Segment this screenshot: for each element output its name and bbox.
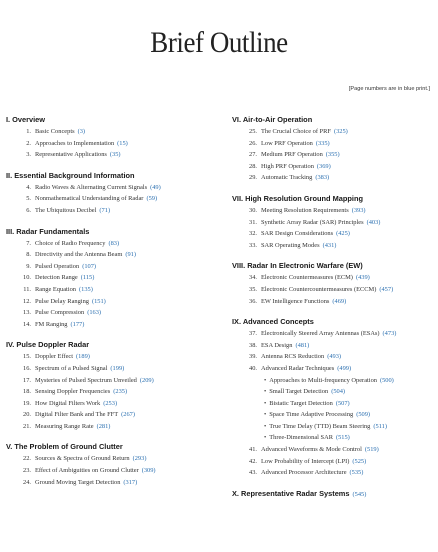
chapter-entry bbox=[6, 149, 218, 161]
chapter-title: Nonmathematical Understanding of Radar bbox=[35, 195, 144, 203]
chapter-entry bbox=[6, 193, 218, 205]
chapter-entry bbox=[232, 228, 436, 240]
outline-section bbox=[232, 316, 436, 479]
section-title-text: III. Radar Fundamentals bbox=[6, 226, 90, 236]
chapter-entry bbox=[232, 149, 436, 161]
chapter-title: Basic Concepts bbox=[35, 128, 75, 135]
chapter-number: 7. bbox=[26, 239, 31, 247]
chapter-page-number: (163) bbox=[87, 309, 102, 317]
chapter-number: 11. bbox=[23, 285, 31, 293]
chapter-page-number: (59) bbox=[146, 195, 158, 203]
chapter-entry bbox=[232, 328, 436, 340]
chapter-number: 39. bbox=[249, 353, 257, 361]
chapter-number: 2. bbox=[26, 139, 31, 147]
section-title-text: IV. Pulse Doppler Radar bbox=[6, 340, 90, 350]
section-gap bbox=[232, 251, 436, 260]
chapter-page-number: (535) bbox=[349, 469, 364, 477]
chapter-number: 20. bbox=[23, 411, 31, 419]
chapter-entry bbox=[6, 465, 218, 477]
chapter-page-number: (71) bbox=[99, 206, 111, 214]
section-title bbox=[6, 114, 218, 126]
chapter-entry bbox=[6, 409, 218, 421]
chapter-page-number: (519) bbox=[364, 446, 379, 454]
chapter-entry bbox=[232, 205, 436, 217]
subtopic-page-number: (509) bbox=[356, 411, 371, 419]
section-title bbox=[6, 226, 218, 238]
chapter-page-number: (369) bbox=[316, 162, 331, 170]
outline-section bbox=[6, 441, 218, 488]
subtopic-entry bbox=[232, 432, 436, 444]
chapter-title: The Ubiquitous Decibel bbox=[35, 206, 97, 214]
chapter-title: How Digital Filters Work bbox=[35, 399, 101, 407]
chapter-number: 31. bbox=[249, 218, 257, 226]
chapter-entry bbox=[6, 477, 218, 489]
chapter-number: 4. bbox=[26, 183, 31, 191]
section-page-number: (545) bbox=[352, 490, 367, 498]
chapter-number: 35. bbox=[249, 285, 257, 293]
subtopic-page-number: (507) bbox=[335, 399, 350, 407]
chapter-title: Advanced Waveforms & Mode Control bbox=[261, 446, 362, 454]
chapter-entry bbox=[6, 296, 218, 308]
chapter-title: Electronic Countercountermeasures (ECCM) bbox=[261, 285, 377, 293]
chapter-title: Meeting Resolution Requirements bbox=[261, 206, 349, 214]
chapter-entry bbox=[232, 172, 436, 184]
chapter-page-number: (293) bbox=[132, 455, 147, 463]
chapter-entry bbox=[232, 138, 436, 150]
outline-section bbox=[6, 114, 218, 161]
chapter-title: Automatic Tracking bbox=[261, 174, 313, 182]
section-title bbox=[232, 316, 436, 328]
section-title bbox=[6, 339, 218, 351]
chapter-page-number: (83) bbox=[108, 239, 120, 247]
chapter-number: 3. bbox=[26, 151, 31, 159]
chapter-page-number: (383) bbox=[315, 174, 330, 182]
chapter-entry bbox=[232, 161, 436, 173]
chapter-entry bbox=[6, 182, 218, 194]
chapter-page-number: (253) bbox=[103, 399, 118, 407]
section-title-text: V. The Problem of Ground Clutter bbox=[6, 442, 123, 452]
chapter-page-number: (525) bbox=[352, 457, 367, 465]
chapter-number: 10. bbox=[23, 274, 31, 282]
chapter-number: 15. bbox=[23, 353, 31, 361]
chapter-number: 41. bbox=[249, 446, 257, 454]
chapter-page-number: (3) bbox=[77, 128, 86, 135]
section-gap bbox=[232, 184, 436, 193]
section-title-text: VIII. Radar In Electronic Warfare (EW) bbox=[232, 261, 363, 271]
bullet-icon: • bbox=[264, 411, 267, 419]
section-title bbox=[232, 488, 436, 500]
chapter-title: Doppler Effect bbox=[35, 353, 74, 361]
chapter-number: 29. bbox=[249, 174, 257, 182]
chapter-title: Medium PRF Operation bbox=[261, 151, 323, 159]
chapter-page-number: (135) bbox=[79, 285, 93, 293]
chapter-entry bbox=[6, 126, 218, 138]
chapter-title: Mysteries of Pulsed Spectrum Unveiled bbox=[35, 376, 137, 384]
chapter-number: 14. bbox=[23, 320, 31, 328]
chapter-page-number: (309) bbox=[141, 467, 156, 475]
chapter-title: Representative Applications bbox=[35, 151, 107, 159]
chapter-number: 18. bbox=[23, 388, 31, 396]
chapter-page-number: (493) bbox=[327, 353, 342, 361]
chapter-entry bbox=[232, 467, 436, 479]
chapter-page-number: (91) bbox=[125, 251, 136, 259]
subtopic-title: Space Time Adaptive Processing bbox=[269, 411, 354, 419]
chapter-number: 22. bbox=[23, 455, 31, 463]
section-title bbox=[232, 114, 436, 126]
outline-right-column bbox=[232, 114, 436, 500]
section-title bbox=[232, 193, 436, 205]
outline-section bbox=[232, 193, 436, 251]
chapter-number: 30. bbox=[249, 206, 257, 214]
subtopic-page-number: (500) bbox=[379, 376, 394, 384]
section-title-text: VI. Air-to-Air Operation bbox=[232, 115, 313, 124]
chapter-number: 12. bbox=[23, 297, 31, 305]
chapter-entry bbox=[232, 456, 436, 468]
chapter-number: 28. bbox=[249, 162, 257, 170]
subtopic-page-number: (515) bbox=[335, 434, 350, 442]
chapter-number: 34. bbox=[249, 274, 257, 282]
chapter-entry bbox=[6, 238, 218, 250]
chapter-page-number: (355) bbox=[325, 151, 340, 159]
chapter-page-number: (115) bbox=[80, 274, 95, 282]
chapter-page-number: (317) bbox=[123, 478, 138, 486]
chapter-title: ESA Design bbox=[261, 341, 293, 349]
outline-section bbox=[6, 339, 218, 432]
chapter-number: 5. bbox=[26, 195, 31, 203]
section-title bbox=[6, 441, 218, 453]
chapter-number: 24. bbox=[23, 478, 31, 486]
chapter-entry bbox=[232, 240, 436, 252]
chapter-number: 42. bbox=[249, 457, 257, 465]
chapter-page-number: (209) bbox=[139, 376, 154, 384]
chapter-number: 38. bbox=[249, 341, 257, 349]
subtopic-entry bbox=[232, 398, 436, 410]
subtopic-title: Small Target Detection bbox=[269, 388, 329, 396]
chapter-number: 16. bbox=[23, 364, 31, 372]
chapter-entry bbox=[232, 340, 436, 352]
section-title-text: II. Essential Background Information bbox=[6, 170, 135, 180]
chapter-entry bbox=[6, 138, 218, 150]
bullet-icon: • bbox=[264, 422, 267, 430]
chapter-page-number: (35) bbox=[109, 151, 121, 159]
outline-section bbox=[6, 226, 218, 331]
subtopic-title: Bistatic Target Detection bbox=[269, 399, 333, 407]
chapter-title: Radio Waves & Alternating Current Signals bbox=[35, 183, 148, 191]
outline-left-column bbox=[6, 114, 218, 488]
chapter-entry bbox=[232, 296, 436, 308]
section-title bbox=[232, 260, 436, 272]
chapter-title: Choice of Radio Frequency bbox=[35, 239, 106, 247]
subtopic-page-number: (504) bbox=[331, 388, 346, 396]
chapter-page-number: (403) bbox=[366, 218, 381, 226]
chapter-entry bbox=[6, 261, 218, 273]
chapter-title: Antenna RCS Reduction bbox=[261, 353, 325, 361]
bullet-icon: • bbox=[264, 376, 267, 384]
chapter-entry bbox=[6, 351, 218, 363]
section-title-text: VII. High Resolution Ground Mapping bbox=[232, 193, 363, 203]
chapter-number: 32. bbox=[249, 230, 257, 238]
chapter-title: Advanced Processor Architecture bbox=[261, 469, 347, 477]
chapter-entry bbox=[6, 205, 218, 217]
chapter-title: Detection Range bbox=[35, 274, 78, 282]
chapter-title: Approaches to Implementation bbox=[35, 139, 115, 147]
section-gap bbox=[6, 161, 218, 170]
chapter-number: 9. bbox=[26, 262, 31, 270]
chapter-number: 33. bbox=[249, 241, 257, 249]
outline-section bbox=[232, 488, 436, 500]
chapter-number: 23. bbox=[23, 467, 31, 475]
chapter-title: Low Probability of Intercept (LPI) bbox=[261, 457, 350, 465]
chapter-page-number: (281) bbox=[96, 422, 111, 430]
outline-section bbox=[6, 170, 218, 217]
chapter-number: 25. bbox=[249, 128, 257, 135]
chapter-entry bbox=[232, 351, 436, 363]
chapter-title: Pulse Compression bbox=[35, 309, 85, 317]
chapter-page-number: (177) bbox=[70, 320, 85, 328]
chapter-number: 17. bbox=[23, 376, 31, 384]
chapter-title: Low PRF Operation bbox=[261, 139, 313, 147]
chapter-title: Synthetic Array Radar (SAR) Principles bbox=[261, 218, 364, 226]
section-title-text: IX. Advanced Concepts bbox=[232, 317, 314, 327]
subtopic-entry bbox=[232, 421, 436, 433]
page-number-note: [Page numbers are in blue print.] bbox=[348, 86, 430, 92]
chapter-title: Digital Filter Bank and The FFT bbox=[35, 411, 119, 419]
chapter-title: Electronic Countermeasures (ECM) bbox=[261, 274, 353, 282]
chapter-entry bbox=[6, 398, 218, 410]
section-gap bbox=[6, 432, 218, 441]
chapter-title: Range Equation bbox=[35, 285, 76, 293]
chapter-number: 1. bbox=[26, 128, 31, 135]
chapter-page-number: (469) bbox=[332, 297, 347, 305]
subtopic-entry bbox=[232, 375, 436, 387]
chapter-title: Measuring Range Rate bbox=[35, 422, 94, 430]
chapter-number: 8. bbox=[26, 251, 31, 259]
chapter-page-number: (425) bbox=[336, 230, 350, 238]
section-gap bbox=[6, 217, 218, 226]
section-gap bbox=[232, 479, 436, 488]
bullet-icon: • bbox=[264, 399, 267, 407]
chapter-entry bbox=[232, 284, 436, 296]
section-gap bbox=[6, 330, 218, 339]
outline-section bbox=[232, 260, 436, 307]
section-title-text: I. Overview bbox=[6, 115, 46, 124]
chapter-page-number: (393) bbox=[351, 206, 366, 214]
chapter-page-number: (431) bbox=[322, 241, 337, 249]
chapter-page-number: (481) bbox=[295, 341, 310, 349]
subtopic-entry bbox=[232, 386, 436, 398]
chapter-title: Pulsed Operation bbox=[35, 262, 80, 270]
chapter-entry bbox=[6, 453, 218, 465]
chapter-number: 6. bbox=[26, 206, 31, 214]
subtopic-page-number: (511) bbox=[373, 422, 387, 430]
page-title: Brief Outline bbox=[150, 26, 288, 59]
chapter-page-number: (335) bbox=[315, 139, 330, 147]
chapter-entry bbox=[6, 363, 218, 375]
chapter-page-number: (235) bbox=[113, 388, 128, 396]
chapter-title: Sources & Spectra of Ground Return bbox=[35, 455, 130, 463]
chapter-number: 27. bbox=[249, 151, 257, 159]
chapter-page-number: (49) bbox=[150, 183, 161, 191]
section-gap bbox=[232, 307, 436, 316]
subtopic-title: Three-Dimensional SAR bbox=[269, 434, 333, 442]
bullet-icon: • bbox=[264, 388, 267, 396]
chapter-page-number: (189) bbox=[76, 353, 90, 361]
chapter-number: 40. bbox=[249, 364, 257, 372]
chapter-entry bbox=[232, 217, 436, 229]
chapter-entry bbox=[6, 319, 218, 331]
chapter-title: Effect of Ambiguities on Ground Clutter bbox=[35, 467, 139, 475]
chapter-title: Pulse Delay Ranging bbox=[35, 297, 89, 305]
chapter-entry bbox=[6, 375, 218, 387]
chapter-title: Electronically Steered Array Antennas (ESAs) bbox=[261, 330, 380, 338]
chapter-number: 26. bbox=[249, 139, 257, 147]
chapter-entry bbox=[6, 386, 218, 398]
chapter-page-number: (457) bbox=[379, 285, 394, 293]
chapter-entry bbox=[232, 126, 436, 138]
chapter-page-number: (499) bbox=[337, 364, 352, 372]
chapter-page-number: (107) bbox=[82, 262, 97, 270]
chapter-title: Sensing Doppler Frequencies bbox=[35, 388, 111, 396]
chapter-entry bbox=[6, 284, 218, 296]
section-title-text: X. Representative Radar Systems bbox=[232, 488, 350, 498]
chapter-entry bbox=[232, 363, 436, 375]
chapter-number: 37. bbox=[249, 330, 257, 338]
chapter-number: 19. bbox=[23, 399, 31, 407]
chapter-title: Advanced Radar Techniques bbox=[261, 364, 335, 372]
chapter-title: High PRF Operation bbox=[261, 162, 314, 170]
chapter-entry bbox=[232, 272, 436, 284]
chapter-entry bbox=[6, 421, 218, 433]
chapter-title: FM Ranging bbox=[35, 320, 68, 328]
subtopic-title: True Time Delay (TTD) Beam Steering bbox=[269, 422, 371, 430]
section-title bbox=[6, 170, 218, 182]
chapter-entry bbox=[6, 249, 218, 261]
chapter-title: Directivity and the Antenna Beam bbox=[35, 251, 123, 259]
chapter-title: Ground Moving Target Detection bbox=[35, 478, 121, 486]
chapter-page-number: (199) bbox=[110, 364, 125, 372]
chapter-page-number: (267) bbox=[121, 411, 135, 419]
subtopic-entry bbox=[232, 409, 436, 421]
chapter-page-number: (151) bbox=[91, 297, 106, 305]
chapter-entry bbox=[6, 307, 218, 319]
chapter-title: EW Intelligence Functions bbox=[261, 297, 330, 305]
chapter-page-number: (439) bbox=[355, 274, 370, 282]
chapter-page-number: (15) bbox=[117, 139, 128, 147]
chapter-entry bbox=[6, 272, 218, 284]
chapter-title: SAR Design Considerations bbox=[261, 230, 334, 238]
chapter-number: 13. bbox=[23, 309, 31, 317]
chapter-page-number: (473) bbox=[382, 330, 397, 338]
chapter-number: 21. bbox=[23, 422, 31, 430]
chapter-page-number: (325) bbox=[333, 128, 348, 135]
chapter-number: 43. bbox=[249, 469, 257, 477]
outline-section bbox=[232, 114, 436, 184]
chapter-title: Spectrum of a Pulsed Signal bbox=[35, 364, 108, 372]
bullet-icon: • bbox=[264, 434, 267, 442]
chapter-number: 36. bbox=[249, 297, 257, 305]
chapter-title: SAR Operating Modes bbox=[261, 241, 320, 249]
chapter-entry bbox=[232, 444, 436, 456]
chapter-title: The Crucial Choice of PRF bbox=[261, 128, 331, 135]
subtopic-title: Approaches to Multi-frequency Operation bbox=[269, 376, 377, 384]
